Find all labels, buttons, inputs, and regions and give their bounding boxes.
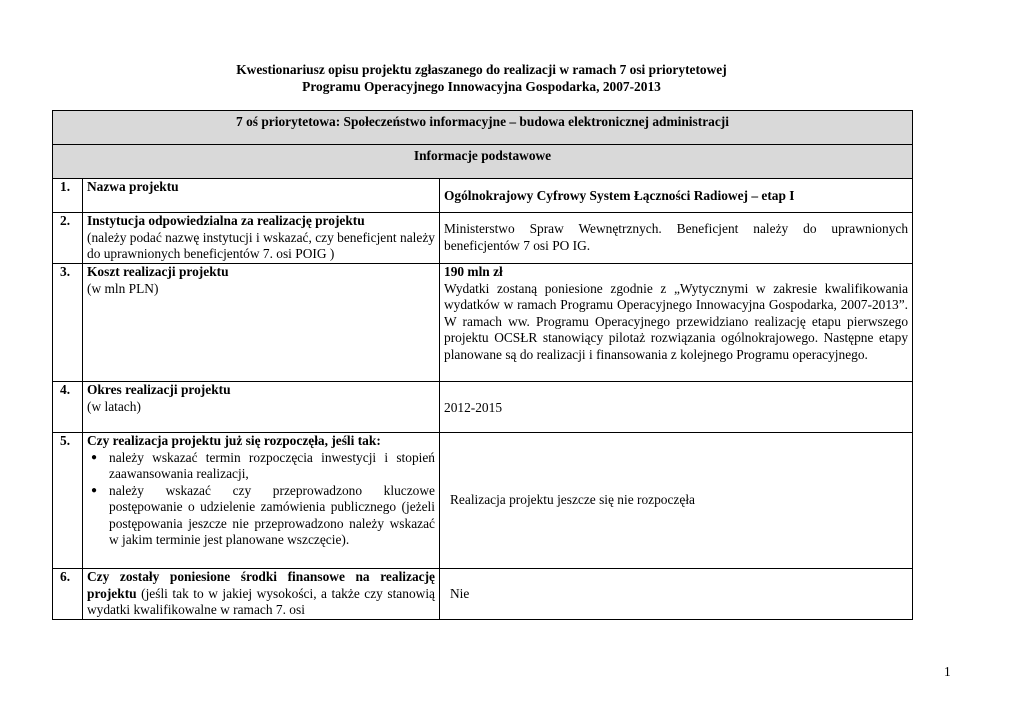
- list-item: [87, 450, 435, 483]
- question-note: (w mln PLN): [87, 280, 159, 296]
- row-number: 6.: [53, 569, 83, 620]
- answer-text-bold: 190 mln zł: [444, 264, 503, 279]
- answer-cell: [440, 433, 913, 569]
- answer-text: Realizacja projektu jeszcze się nie rozpoczęła: [450, 492, 695, 508]
- question-note: (jeśli tak to w jakiej wysokości, a także czy stanowią wydatki kwalifikowalne w ramach 7. osi: [87, 585, 435, 617]
- question-cell: [83, 569, 440, 620]
- question-cell: [83, 213, 440, 264]
- axis-header-cell: 7 oś priorytetowa: Społeczeństwo informacyjne – budowa elektronicznej administracji: [53, 111, 913, 145]
- table-row: [53, 433, 913, 569]
- row-number: 4.: [53, 382, 83, 433]
- question-cell: [83, 382, 440, 433]
- list-item: [87, 483, 435, 549]
- question-title: Koszt realizacji projektu: [87, 264, 229, 279]
- bullet-icon: ●: [91, 484, 98, 496]
- section-header-row: [53, 145, 913, 179]
- question-note: (należy podać nazwę instytucji i wskazać, czy beneficjent należy do uprawnionych beneficjentów 7. osi POIG ): [87, 229, 435, 261]
- table-row: [53, 569, 913, 620]
- document-title-line-2: Programu Operacyjnego Innowacyjna Gospodarka, 2007-2013: [302, 79, 661, 94]
- page-number: 1: [944, 664, 951, 679]
- answer-text-bold: Ogólnokrajowy Cyfrowy System Łączności Radiowej – etap I: [444, 188, 795, 203]
- bullet-text: należy wskazać czy przeprowadzono kluczowe postępowanie o udzielenie zamówienia publicznego (jeżeli postępowania jeszcze nie przeprowadzono należy wskazać w jakim terminie jest planowane wszczęcie).: [109, 482, 435, 547]
- question-title: Instytucja odpowiedzialna za realizację projektu: [87, 213, 365, 228]
- table-row: [53, 264, 913, 382]
- questionnaire-table: [52, 110, 913, 620]
- question-title: Czy zostały poniesione środki finansowe na realizację projektu: [87, 569, 435, 601]
- section-header-cell: Informacje podstawowe: [53, 145, 913, 179]
- document-title: [52, 61, 911, 95]
- bullet-text: należy wskazać termin rozpoczęcia inwestycji i stopień zaawansowania realizacji,: [109, 449, 435, 481]
- row-number: 1.: [53, 179, 83, 213]
- table-row: [53, 179, 913, 213]
- question-cell: [83, 264, 440, 382]
- answer-cell: [440, 179, 913, 213]
- table-row: [53, 382, 913, 433]
- answer-text: Wydatki zostaną poniesione zgodnie z „Wytycznymi w zakresie kwalifikowania wydatków w ramach Programu Operacyjnego Innowacyjna Gospodarka, 2007-2013”. W ramach ww. Programu Operacyjnego przewidziano realizację etapu pierwszego projektu OCSŁR stanowiący pilotaż rozwiązania ogólnokrajowego. Następne etapy planowane są do realizacji i finansowania z kolejnego Programu operacyjnego.: [444, 280, 909, 362]
- question-bullet-list: [87, 450, 435, 549]
- row-number: 5.: [53, 433, 83, 569]
- answer-cell: [440, 382, 913, 433]
- row-number: 3.: [53, 264, 83, 382]
- question-title: Czy realizacja projektu już się rozpoczęła, jeśli tak:: [87, 433, 381, 448]
- answer-text: Nie: [450, 586, 470, 601]
- row-number: 2.: [53, 213, 83, 264]
- axis-header-row: [53, 111, 913, 145]
- answer-text: 2012-2015: [444, 400, 503, 415]
- question-title: Nazwa projektu: [87, 179, 179, 194]
- question-cell: [83, 433, 440, 569]
- question-title: Okres realizacji projektu: [87, 382, 231, 397]
- question-note: (w latach): [87, 398, 141, 414]
- bullet-icon: ●: [91, 451, 98, 463]
- question-cell: [83, 179, 440, 213]
- answer-cell: [440, 264, 913, 382]
- answer-text: Ministerstwo Spraw Wewnętrznych. Beneficjent należy do uprawnionych beneficjentów 7 osi PO IG.: [444, 221, 909, 253]
- answer-cell: [440, 569, 913, 620]
- document-title-line-1: Kwestionariusz opisu projektu zgłaszanego do realizacji w ramach 7 osi priorytetowej: [236, 62, 727, 77]
- answer-cell: [440, 213, 913, 264]
- table-row: [53, 213, 913, 264]
